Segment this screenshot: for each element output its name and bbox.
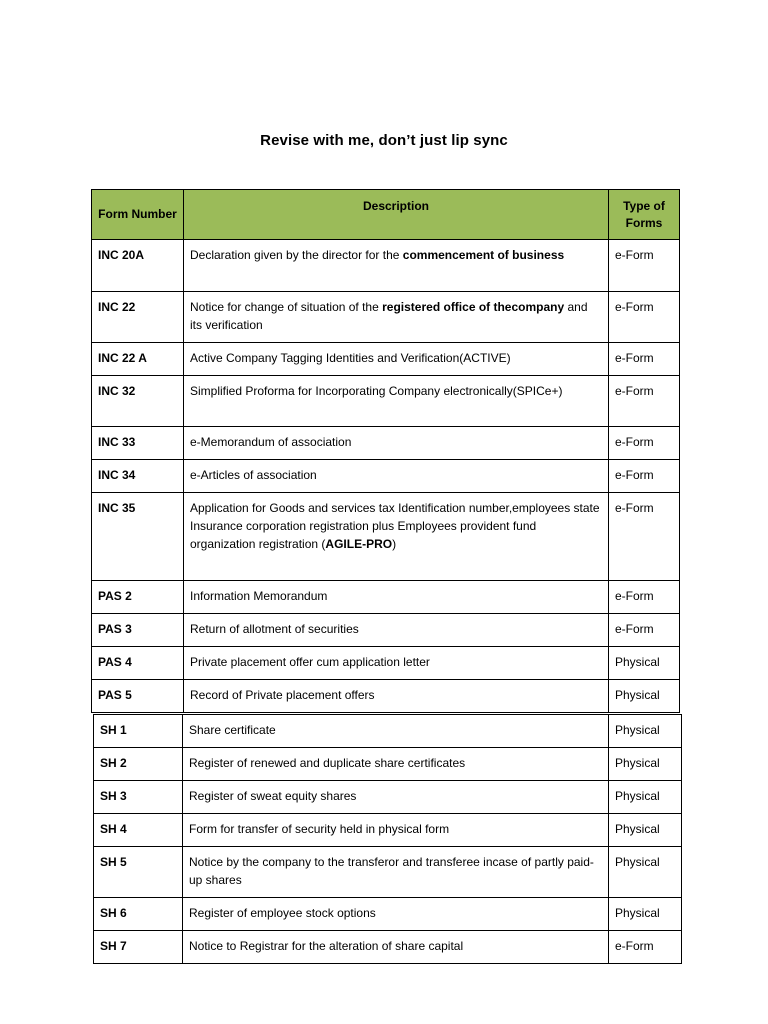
form-description: [184, 614, 609, 647]
form-description: [184, 343, 609, 376]
description-emphasis: AGILE-PRO: [325, 537, 393, 551]
form-number: INC 35: [92, 493, 184, 581]
description-emphasis: registered office of thecompany: [382, 300, 565, 314]
form-description: [184, 292, 609, 343]
form-type: Physical: [609, 898, 682, 931]
description-text: ): [392, 537, 397, 551]
description-text: Simplified Proforma for Incorporating Company electronically(SPICe+): [190, 384, 563, 398]
form-description: Register of renewed and duplicate share certificates: [183, 748, 609, 781]
header-type-of-forms: Type of Forms: [609, 190, 680, 240]
form-number: PAS 2: [92, 581, 184, 614]
form-description: [184, 680, 609, 713]
table-row: [92, 581, 680, 614]
form-number: SH 4: [94, 814, 183, 847]
description-text: Record of Private placement offers: [190, 688, 375, 702]
description-text: Information Memorandum: [190, 589, 328, 603]
form-type: e-Form: [609, 614, 680, 647]
forms-table: [91, 189, 680, 713]
form-description: Notice to Registrar for the alteration of share capital: [183, 931, 609, 964]
table-row: [94, 931, 682, 964]
table-row: [94, 814, 682, 847]
description-text: Active Company Tagging Identities and Verification(ACTIVE): [190, 351, 511, 365]
form-description: Register of employee stock options: [183, 898, 609, 931]
form-description: [184, 427, 609, 460]
form-description: [184, 647, 609, 680]
table-row: [92, 376, 680, 427]
form-description: [184, 460, 609, 493]
form-type: Physical: [609, 847, 682, 898]
form-description: Notice by the company to the transferor and transferee incase of partly paid-up shares: [183, 847, 609, 898]
table-row: [92, 647, 680, 680]
form-description: Register of sweat equity shares: [183, 781, 609, 814]
form-description: [184, 581, 609, 614]
form-number: INC 32: [92, 376, 184, 427]
page-title: Revise with me, don’t just lip sync: [260, 132, 508, 149]
form-type: Physical: [609, 715, 682, 748]
form-type: e-Form: [609, 931, 682, 964]
form-number: INC 22 A: [92, 343, 184, 376]
table-row: [92, 292, 680, 343]
table-header-row: [92, 190, 680, 240]
form-type: e-Form: [609, 240, 680, 292]
share-forms-table: [93, 714, 682, 964]
description-text: Declaration given by the director for the: [190, 248, 403, 262]
form-type: Physical: [609, 680, 680, 713]
table-row: [94, 781, 682, 814]
form-description: [184, 493, 609, 581]
table-row: [92, 343, 680, 376]
form-type: e-Form: [609, 460, 680, 493]
table-row: [92, 427, 680, 460]
form-number: SH 3: [94, 781, 183, 814]
form-number: SH 7: [94, 931, 183, 964]
table-row: [92, 493, 680, 581]
form-number: PAS 3: [92, 614, 184, 647]
description-text: Private placement offer cum application letter: [190, 655, 430, 669]
form-description: [184, 240, 609, 292]
form-type: e-Form: [609, 493, 680, 581]
form-number: INC 22: [92, 292, 184, 343]
table-row: [94, 748, 682, 781]
form-description: [184, 376, 609, 427]
table-row: [94, 847, 682, 898]
form-type: e-Form: [609, 581, 680, 614]
form-type: Physical: [609, 814, 682, 847]
form-type: Physical: [609, 781, 682, 814]
form-number: SH 5: [94, 847, 183, 898]
form-number: INC 34: [92, 460, 184, 493]
form-number: INC 33: [92, 427, 184, 460]
table-row: [92, 614, 680, 647]
form-number: PAS 4: [92, 647, 184, 680]
description-text: Application for Goods and services tax Identification number,employees state Insurance corporation registration plus Employees provident fund organization registration (: [190, 501, 600, 551]
description-text: Return of allotment of securities: [190, 622, 359, 636]
table-row: [92, 680, 680, 713]
table-row: [94, 898, 682, 931]
description-emphasis: commencement of business: [402, 248, 565, 262]
description-text: Notice for change of situation of the: [190, 300, 383, 314]
form-description: Form for transfer of security held in physical form: [183, 814, 609, 847]
form-type: Physical: [609, 748, 682, 781]
description-text: e-Memorandum of association: [190, 435, 352, 449]
header-form-number: Form Number: [92, 190, 184, 240]
form-number: SH 2: [94, 748, 183, 781]
form-number: SH 6: [94, 898, 183, 931]
form-number: SH 1: [94, 715, 183, 748]
header-description: Description: [184, 190, 609, 240]
form-type: e-Form: [609, 343, 680, 376]
form-type: e-Form: [609, 292, 680, 343]
form-type: e-Form: [609, 427, 680, 460]
form-description: Share certificate: [183, 715, 609, 748]
form-type: Physical: [609, 647, 680, 680]
form-number: PAS 5: [92, 680, 184, 713]
table-row: [92, 240, 680, 292]
table-row: [94, 715, 682, 748]
form-type: e-Form: [609, 376, 680, 427]
description-text: and its verification: [190, 300, 588, 332]
description-text: e-Articles of association: [190, 468, 317, 482]
table-row: [92, 460, 680, 493]
form-number: INC 20A: [92, 240, 184, 292]
